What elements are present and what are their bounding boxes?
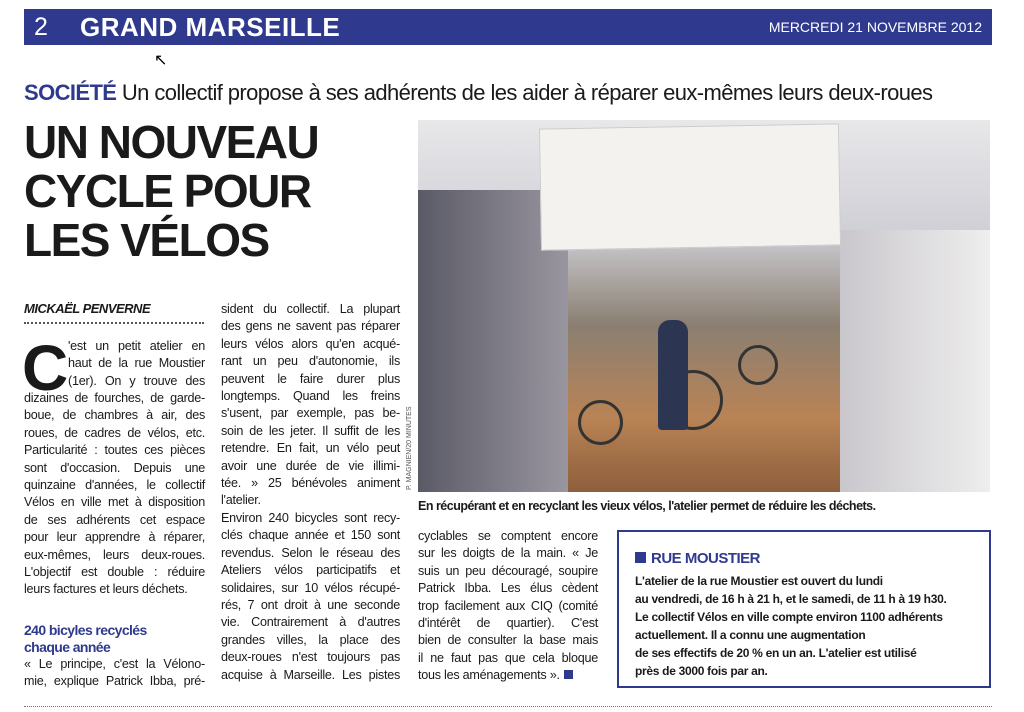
- headline: [24, 118, 318, 265]
- text-line: vie. Contrairement à d'autres: [221, 615, 400, 630]
- rubric: SOCIÉTÉ: [24, 80, 117, 105]
- mouse-pointer-icon: ↖: [154, 52, 168, 69]
- text-line: sont d'occasion. Depuis une: [24, 460, 205, 475]
- column-1-lead: [68, 338, 205, 390]
- photo-caption: En récupérant et en recyclant les vieux vélos, l'atelier permet de réduire les déchets.: [418, 499, 876, 513]
- text-line: roues, de cadres de vélos, etc.: [24, 425, 205, 440]
- issue-date: MERCREDI 21 NOVEMBRE 2012: [768, 19, 982, 35]
- text-line: 'est un petit atelier en: [68, 339, 205, 353]
- column-3: [418, 528, 598, 685]
- text-line: sident du collectif. La plupart: [221, 302, 400, 316]
- photo-person: [658, 320, 688, 430]
- text-line: chaque année: [24, 639, 111, 655]
- square-bullet-icon: [635, 552, 646, 563]
- text-line: rés, 7 ont droit à une seconde: [221, 597, 400, 612]
- text-line: sur les doigts de la main. « Je: [418, 546, 598, 561]
- drop-cap: C: [22, 332, 69, 404]
- text-line: 240 bicyles recyclés: [24, 622, 147, 638]
- text-line: leurs vélos alors qu'en acqué-: [221, 336, 400, 351]
- text-line: leurs factures et leurs déchets.: [24, 582, 188, 597]
- text-line: clés chaque année et 150 sont: [221, 528, 400, 543]
- info-box-body: [635, 572, 947, 680]
- text-line: près de 3000 fois par an.: [635, 664, 768, 678]
- column-2: [221, 301, 400, 684]
- text-line: solidaires, sur 10 vélos récupé-: [221, 580, 400, 595]
- text-line: boue, de chambres à air, des: [24, 408, 205, 423]
- photo-credit: P. MAGNIEN/20 MINUTES: [406, 406, 413, 490]
- text-line: il ne faut pas que cela bloque: [418, 650, 598, 665]
- text-line: Vélos en ville met à disposition: [24, 495, 205, 510]
- text-line: dizaines de fourches, de garde-: [24, 391, 205, 405]
- text-line: retendre. En fait, un vélo peut: [221, 441, 400, 456]
- text-line: trop facilement aux CIQ (comité: [418, 598, 598, 613]
- text-line: « Le principe, c'est la Vélono-: [24, 657, 205, 671]
- text-line: Ateliers vélos participatifs et: [221, 563, 400, 578]
- text-line: au vendredi, de 16 h à 21 h, et le samedi, de 11 h à 19 h30.: [635, 592, 947, 606]
- text-line: rant un peu d'autonomie, ils: [221, 354, 400, 369]
- text-line: de ses effectifs de 20 % en un an. L'atelier est utilisé: [635, 646, 917, 660]
- kicker: [24, 80, 932, 106]
- column-1: [24, 390, 205, 599]
- page-number: 2: [34, 13, 48, 41]
- text-line: mie, explique Patrick Ibba, pré-: [24, 674, 205, 689]
- text-line: des gens ne savent pas réparer: [221, 319, 400, 334]
- text-line: Le collectif Vélos en ville compte environ 1100 adhérents: [635, 610, 943, 624]
- photo-wheel: [738, 345, 778, 385]
- text-line: tous les aménagements ».: [418, 667, 598, 684]
- text-line: eux-mêmes, leurs deux-roues.: [24, 547, 205, 562]
- text-line: suis un peu découragé, soupire: [418, 563, 598, 578]
- text-line: cyclables se comptent encore: [418, 529, 598, 543]
- text-line: Particularité : toutes ces pièces: [24, 443, 205, 458]
- text-line: l'atelier.: [221, 493, 261, 508]
- text-line: pour leur apprendre à réparer,: [24, 530, 205, 545]
- divider: [24, 706, 992, 707]
- text-line: d'intérêt de quartier). C'est: [418, 616, 598, 631]
- text-line: s'usent, par exemple, pas be-: [221, 406, 400, 421]
- byline: MICKAËL PENVERNE: [24, 301, 151, 316]
- kicker-text: Un collectif propose à ses adhérents de les aider à réparer eux-mêmes leurs deux-roues: [121, 80, 933, 105]
- text-line: avoir une durée de vie illimi-: [221, 458, 400, 473]
- info-box: [617, 530, 991, 688]
- photo-banner: [539, 123, 841, 250]
- info-box-title-text: RUE MOUSTIER: [651, 550, 761, 567]
- text-line: grandes villes, la place des: [221, 632, 400, 647]
- text-line: tée. » 25 bénévoles animent: [221, 476, 400, 491]
- text-line: acquise à Marseille. Les pistes: [221, 667, 400, 682]
- text-line: longtemps. Quand les freins: [221, 389, 400, 404]
- text-line: peuvent le faire durer plus: [221, 371, 400, 386]
- text-line: quinzaine d'années, le collectif: [24, 478, 205, 493]
- headline-line: LES VÉLOS: [24, 214, 269, 266]
- text-line: haut de la rue Moustier: [68, 356, 205, 371]
- subheading: [24, 622, 147, 656]
- text-line: actuellement. Il a connu une augmentation: [635, 628, 866, 642]
- text-line: de ses adhérents cet espace: [24, 512, 205, 527]
- workshop-photo: [418, 120, 990, 492]
- divider: [24, 322, 204, 324]
- text-line: deux-roues n'est toujours pas: [221, 650, 400, 665]
- text-line: L'atelier de la rue Moustier est ouvert du lundi: [635, 574, 883, 588]
- headline-line: CYCLE POUR: [24, 165, 311, 217]
- info-box-title: [635, 550, 760, 567]
- text-line: Patrick Ibba. Les élus cèdent: [418, 581, 598, 596]
- photo-wall-right: [840, 230, 990, 492]
- section-title: GRAND MARSEILLE: [80, 12, 341, 42]
- text-line: revendus. Selon le réseau des: [221, 545, 400, 560]
- text-line: (1er). On y trouve des: [68, 373, 205, 388]
- text-line: bien de consulter la base mais: [418, 633, 598, 648]
- headline-line: UN NOUVEAU: [24, 116, 319, 168]
- column-1-tail: [24, 656, 205, 691]
- text-line: soin de les jeter. Il suffit de les: [221, 423, 400, 438]
- end-mark-icon: [564, 670, 573, 679]
- section-banner: [24, 9, 992, 45]
- text-line: L'objectif est double : réduire: [24, 565, 205, 580]
- text-line: Environ 240 bicycles sont recy-: [221, 510, 400, 525]
- photo-wheel: [578, 400, 623, 445]
